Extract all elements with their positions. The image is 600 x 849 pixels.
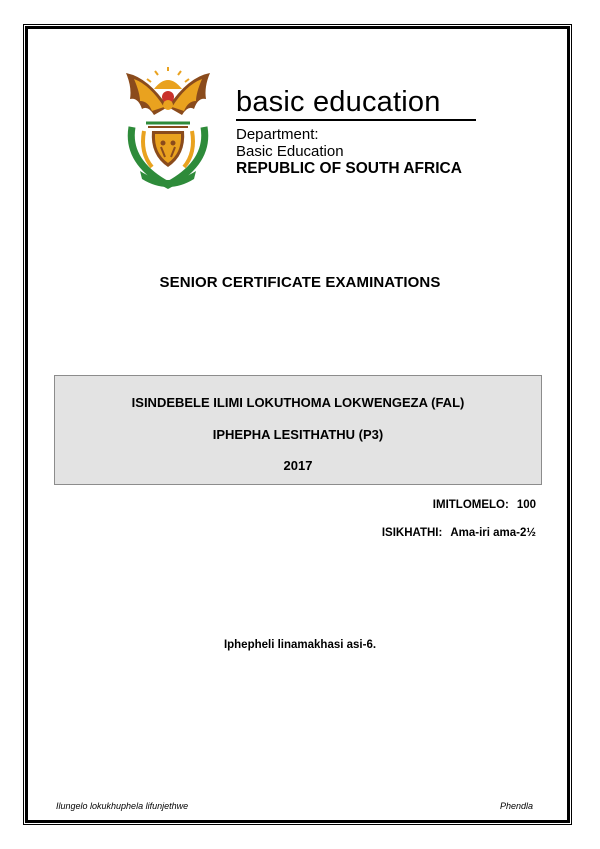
marks-value: 100	[516, 499, 536, 511]
subject-name: ISINDEBELE ILIMI LOKUTHOMA LOKWENGEZA (FAL)	[131, 395, 465, 410]
exam-title: SENIOR CERTIFICATE EXAMINATIONS	[159, 274, 441, 291]
department-name: Basic Education	[236, 143, 344, 160]
turn-over-footer: Phendla	[499, 801, 533, 811]
coat-of-arms-icon	[118, 67, 218, 189]
marks-label: IMITLOMELO:	[432, 499, 509, 511]
pages-note: Iphepheli linamakhasi asi-6.	[223, 639, 377, 651]
exam-year: 2017	[283, 458, 313, 473]
time-value: Ama-iri ama-2½	[450, 527, 536, 539]
brand-title: basic education	[236, 86, 441, 118]
copyright-footer: Ilungelo lokukhuphela lifunjethwe	[56, 801, 189, 811]
paper-number: IPHEPHA LESITHATHU (P3)	[212, 427, 384, 442]
brand-text	[236, 87, 481, 177]
country-name: REPUBLIC OF SOUTH AFRICA	[236, 160, 462, 177]
department-logo	[118, 67, 478, 192]
time-label: ISIKHATHI:	[381, 527, 443, 539]
department-label: Department:	[236, 126, 319, 143]
marks-line	[433, 499, 536, 511]
brand-underline	[236, 119, 476, 121]
time-line	[382, 527, 536, 539]
subject-box	[54, 375, 542, 485]
